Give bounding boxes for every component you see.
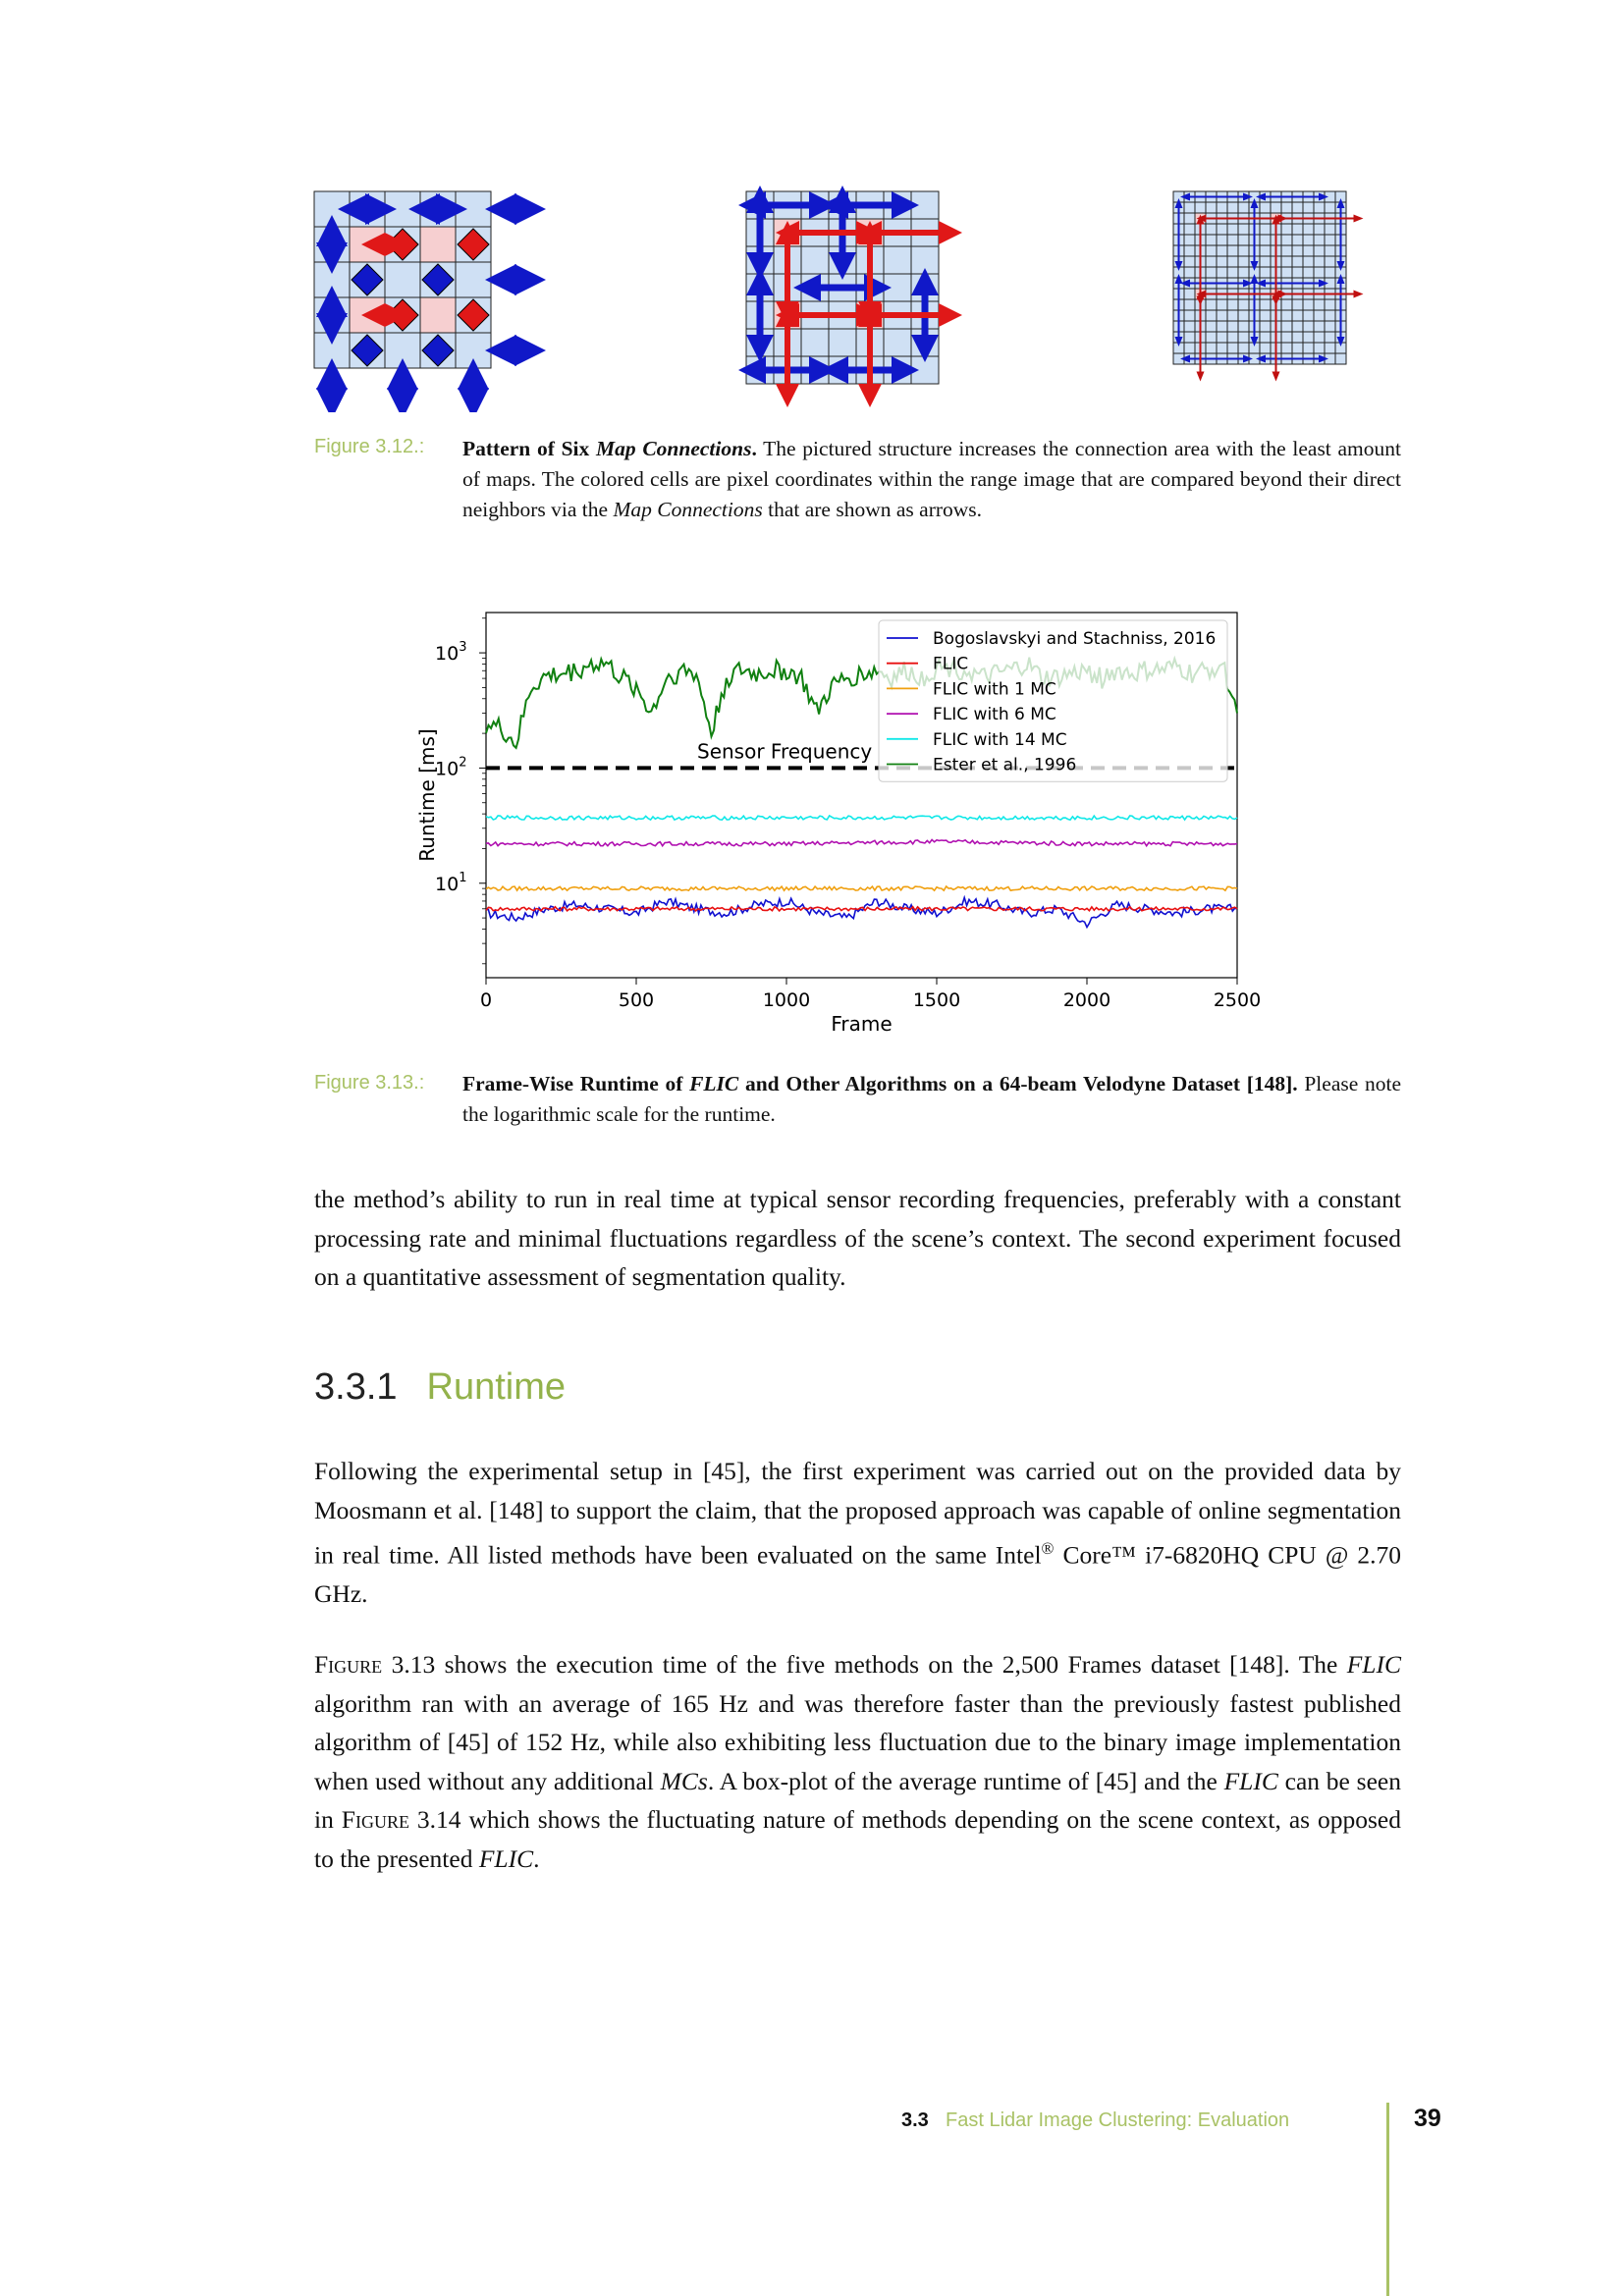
grid-cell	[1314, 332, 1325, 343]
x-tick-label: 1000	[762, 989, 811, 1011]
grid-cell	[1325, 343, 1335, 353]
legend-entry: Bogoslavskyi and Stachniss, 2016	[933, 629, 1217, 649]
grid-cell	[884, 329, 911, 356]
text: 3.13 shows the execution time of the five methods on the 2,500 Frames dataset [148]. The	[382, 1650, 1347, 1679]
caption-title-end: and Other Algorithms on a 64-beam Velodyne Dataset [148].	[738, 1072, 1298, 1095]
paragraph-2-text: Following the experimental setup in [45], the first experiment was carried out on the provided data by Moosmann et al. [148] to support the claim, that the proposed approach was capable of online segmentation in real time. All listed methods have been evaluated on the same Intel	[314, 1457, 1401, 1570]
grid-cell	[1281, 321, 1292, 332]
caption-title-em: Map Connections	[596, 437, 752, 460]
grid-cell	[1206, 332, 1217, 343]
pattern-panel-3	[1173, 191, 1360, 378]
grid-cell	[1292, 321, 1303, 332]
grid-cell	[1249, 191, 1260, 202]
grid-cell	[1206, 321, 1217, 332]
grid-cell	[829, 329, 856, 356]
grid-cell	[1325, 224, 1335, 235]
grid-cell	[1260, 332, 1271, 343]
x-tick-label: 2500	[1213, 989, 1262, 1011]
pattern-panel-1	[314, 191, 530, 403]
page-number: 39	[1414, 2105, 1441, 2132]
grid-cell	[1260, 321, 1271, 332]
section-title: Runtime	[426, 1366, 567, 1408]
grid-cell	[1206, 310, 1217, 321]
grid-cell	[1238, 310, 1249, 321]
x-tick-label: 1500	[912, 989, 961, 1011]
grid-cell	[1335, 191, 1346, 202]
grid-cell	[1292, 310, 1303, 321]
figure-ref: Figure	[341, 1805, 409, 1834]
section-heading	[314, 1366, 566, 1409]
grid-cell	[1227, 245, 1238, 256]
grid-cell	[314, 262, 350, 297]
legend-entry: FLIC with 6 MC	[933, 705, 1056, 725]
mcs-em: MCs	[660, 1766, 708, 1795]
x-tick-label: 0	[479, 989, 493, 1011]
grid-cell	[1195, 202, 1206, 213]
caption-title: Frame-Wise Runtime of	[462, 1072, 690, 1095]
flic-em: FLIC	[1223, 1766, 1278, 1795]
grid-cell	[1281, 256, 1292, 267]
grid-cell	[1217, 299, 1227, 310]
caption-text-end: that are shown as arrows.	[762, 498, 983, 521]
grid-cell	[1292, 245, 1303, 256]
grid-cell	[1325, 256, 1335, 267]
grid-cell	[1281, 267, 1292, 278]
footer-rule	[1386, 2103, 1389, 2296]
caption-text: The pictured structure increases the connection area with the least amount of maps. The colored cells are pixel coordinates within the range image that are compared beyond their direct neighbors via the	[462, 437, 1401, 521]
grid-cell	[1325, 353, 1335, 364]
grid-cell	[1314, 299, 1325, 310]
figure-3-13-caption	[462, 1069, 1401, 1130]
grid-cell	[1217, 321, 1227, 332]
grid-cell	[1184, 332, 1195, 343]
grid-cell	[1227, 299, 1238, 310]
grid-cell	[1217, 245, 1227, 256]
grid-cell	[911, 191, 939, 219]
grid-cell	[1292, 299, 1303, 310]
grid-cell	[1173, 343, 1184, 353]
grid-cell	[1303, 224, 1314, 235]
grid-cell	[1260, 310, 1271, 321]
grid-cell	[1217, 332, 1227, 343]
grid-cell	[1217, 267, 1227, 278]
grid-cell	[314, 333, 350, 368]
grid-cell	[1227, 310, 1238, 321]
flic-em: FLIC	[478, 1843, 534, 1873]
grid-cell	[1238, 245, 1249, 256]
grid-cell	[1184, 235, 1195, 245]
pattern-panel-2	[746, 191, 950, 396]
grid-cell	[1303, 332, 1314, 343]
grid-cell	[1281, 343, 1292, 353]
grid-cell	[1335, 267, 1346, 278]
runtime-chart	[412, 599, 1296, 1050]
grid-cell	[1238, 299, 1249, 310]
grid-cell	[884, 246, 911, 274]
footer-section-number: 3.3	[901, 2109, 929, 2131]
grid-cell	[1325, 235, 1335, 245]
grid-cell	[1292, 256, 1303, 267]
grid-cell	[1314, 310, 1325, 321]
grid-cell	[1281, 235, 1292, 245]
grid-cell	[1206, 267, 1217, 278]
grid-cell	[1173, 267, 1184, 278]
grid-cell	[1335, 343, 1346, 353]
grid-cell	[1314, 235, 1325, 245]
paragraph-2	[314, 1452, 1401, 1614]
grid-cell	[1260, 202, 1271, 213]
grid-cell	[1292, 267, 1303, 278]
grid-cell	[1303, 245, 1314, 256]
grid-cell	[385, 262, 420, 297]
grid-cell	[1206, 256, 1217, 267]
grid-cell	[1238, 267, 1249, 278]
grid-cell	[1206, 343, 1217, 353]
grid-cell	[1314, 202, 1325, 213]
caption-text: Please note the logarithmic scale for the runtime.	[462, 1072, 1401, 1126]
flic-em: FLIC	[1346, 1650, 1401, 1679]
footer-section-title: Fast Lidar Image Clustering: Evaluation	[946, 2109, 1290, 2131]
y-tick-label: $10^1$	[435, 870, 467, 895]
grid-cell	[1281, 202, 1292, 213]
grid-cell	[1227, 256, 1238, 267]
grid-cell	[1314, 267, 1325, 278]
grid-cell	[1292, 224, 1303, 235]
grid-cell	[1227, 202, 1238, 213]
grid-cell	[1238, 332, 1249, 343]
grid-cell	[1325, 245, 1335, 256]
grid-cell	[1325, 267, 1335, 278]
paragraph-3	[314, 1645, 1401, 1878]
grid-cell	[1238, 235, 1249, 245]
grid-cell	[1303, 310, 1314, 321]
grid-cell	[456, 191, 491, 227]
grid-cell	[1184, 213, 1195, 224]
legend-entry: FLIC	[933, 654, 969, 674]
legend-entry: FLIC with 1 MC	[933, 679, 1056, 700]
grid-cell	[1314, 224, 1325, 235]
map-connections-figure	[295, 177, 1414, 412]
grid-cell	[1227, 332, 1238, 343]
grid-cell	[456, 333, 491, 368]
grid-cell	[1173, 191, 1184, 202]
figure-3-12-label: Figure 3.12.:	[314, 436, 425, 457]
sensor-frequency-annotation: Sensor Frequency	[697, 739, 873, 764]
grid-cell	[1249, 343, 1260, 353]
grid-cell	[1281, 224, 1292, 235]
grid-cell	[385, 191, 420, 227]
registered-mark: ®	[1041, 1539, 1055, 1558]
grid-cell	[1238, 343, 1249, 353]
x-tick-label: 500	[618, 989, 655, 1011]
grid-cell	[1292, 202, 1303, 213]
grid-cell	[385, 333, 420, 368]
grid-cell	[911, 356, 939, 384]
grid-cell	[1184, 299, 1195, 310]
grid-cell	[1217, 310, 1227, 321]
grid-cell	[1217, 224, 1227, 235]
grid-cell	[1249, 353, 1260, 364]
grid-cell	[1303, 256, 1314, 267]
grid-cell	[1325, 310, 1335, 321]
y-tick-label: $10^2$	[435, 755, 467, 780]
grid-cell	[1260, 245, 1271, 256]
text: . A box-plot of the average runtime of [45] and the	[707, 1766, 1224, 1795]
grid-cell	[1238, 202, 1249, 213]
grid-cell	[1227, 235, 1238, 245]
grid-cell	[1227, 321, 1238, 332]
y-axis-label: Runtime [ms]	[415, 728, 439, 862]
grid-cell	[1206, 202, 1217, 213]
grid-cell	[1217, 235, 1227, 245]
grid-cell	[1184, 289, 1195, 299]
text: can be seen in	[314, 1766, 1401, 1834]
grid-cell	[1303, 267, 1314, 278]
grid-cell	[1173, 353, 1184, 364]
grid-cell	[1227, 267, 1238, 278]
grid-cell	[1238, 321, 1249, 332]
text: algorithm ran with an average of 165 Hz and was therefore faster than the previously fastest published algorithm of [45] of 152 Hz, while also exhibiting less fluctuation due to the binary image implementation when used without any additional	[314, 1688, 1401, 1795]
grid-cell	[1325, 321, 1335, 332]
grid-cell	[1325, 202, 1335, 213]
grid-cell	[801, 246, 829, 274]
grid-cell	[1314, 256, 1325, 267]
grid-cell	[420, 297, 456, 333]
grid-cell	[1281, 310, 1292, 321]
grid-cell	[1184, 256, 1195, 267]
x-tick-label: 2000	[1062, 989, 1111, 1011]
grid-cell	[1271, 202, 1281, 213]
grid-cell	[1184, 321, 1195, 332]
grid-cell	[1292, 343, 1303, 353]
grid-cell	[1260, 256, 1271, 267]
grid-cell	[1281, 299, 1292, 310]
grid-cell	[1238, 224, 1249, 235]
grid-cell	[1314, 321, 1325, 332]
grid-cell	[1325, 299, 1335, 310]
grid-cell	[1184, 267, 1195, 278]
grid-cell	[801, 329, 829, 356]
grid-cell	[1303, 235, 1314, 245]
grid-cell	[1314, 343, 1325, 353]
caption-title-em: FLIC	[689, 1072, 739, 1095]
text: 3.14 which shows the fluctuating nature of methods depending on the scene context, as opposed to the presented	[314, 1805, 1401, 1873]
grid-cell	[911, 246, 939, 274]
grid-cell	[1281, 332, 1292, 343]
grid-cell	[1335, 353, 1346, 364]
grid-cell	[1281, 245, 1292, 256]
grid-cell	[1303, 202, 1314, 213]
grid-cell	[420, 227, 456, 262]
grid-cell	[1206, 299, 1217, 310]
caption-text-em: Map Connections	[613, 498, 763, 521]
grid-cell	[1206, 245, 1217, 256]
grid-cell	[456, 262, 491, 297]
section-number: 3.3.1	[314, 1366, 398, 1408]
y-tick-label: $10^3$	[435, 640, 467, 666]
legend-entry: FLIC with 14 MC	[933, 729, 1067, 750]
figure-3-12-caption	[462, 434, 1401, 525]
paragraph-2-text-end: Core™ i7-6820HQ CPU @ 2.70 GHz.	[314, 1540, 1401, 1608]
grid-cell	[1217, 202, 1227, 213]
grid-cell	[1249, 267, 1260, 278]
grid-cell	[1217, 343, 1227, 353]
grid-cell	[1206, 224, 1217, 235]
x-axis-label: Frame	[831, 1012, 893, 1036]
grid-cell	[1184, 310, 1195, 321]
grid-cell	[1260, 299, 1271, 310]
grid-cell	[1314, 245, 1325, 256]
figure-3-13-label: Figure 3.13.:	[314, 1072, 425, 1094]
grid-cell	[1184, 343, 1195, 353]
grid-cell	[1260, 343, 1271, 353]
grid-cell	[1217, 256, 1227, 267]
caption-title-end: .	[751, 437, 757, 460]
text: .	[533, 1843, 540, 1873]
caption-title: Pattern of Six	[462, 437, 596, 460]
grid-cell	[1260, 235, 1271, 245]
legend-entry: Ester et al., 1996	[933, 755, 1077, 775]
grid-cell	[1303, 321, 1314, 332]
grid-cell	[1325, 332, 1335, 343]
grid-cell	[1227, 343, 1238, 353]
grid-cell	[1260, 267, 1271, 278]
grid-cell	[1303, 299, 1314, 310]
grid-cell	[1325, 278, 1335, 289]
grid-cell	[1184, 224, 1195, 235]
grid-cell	[1260, 224, 1271, 235]
figure-ref: Figure	[314, 1650, 383, 1679]
grid-cell	[1227, 224, 1238, 235]
paragraph-1: the method’s ability to run in real time at typical sensor recording frequencies, preferably with a constant processing rate and minimal fluctuations regardless of the scene’s context. The second experiment focused on a quantitative assessment of segmentation quality.	[314, 1185, 1401, 1291]
grid-cell	[884, 274, 911, 301]
grid-cell	[1325, 191, 1335, 202]
grid-cell	[1206, 235, 1217, 245]
grid-cell	[1303, 343, 1314, 353]
grid-cell	[1238, 256, 1249, 267]
grid-cell	[1184, 202, 1195, 213]
grid-cell	[1184, 245, 1195, 256]
grid-cell	[1292, 235, 1303, 245]
grid-cell	[314, 191, 350, 227]
grid-cell	[1292, 332, 1303, 343]
